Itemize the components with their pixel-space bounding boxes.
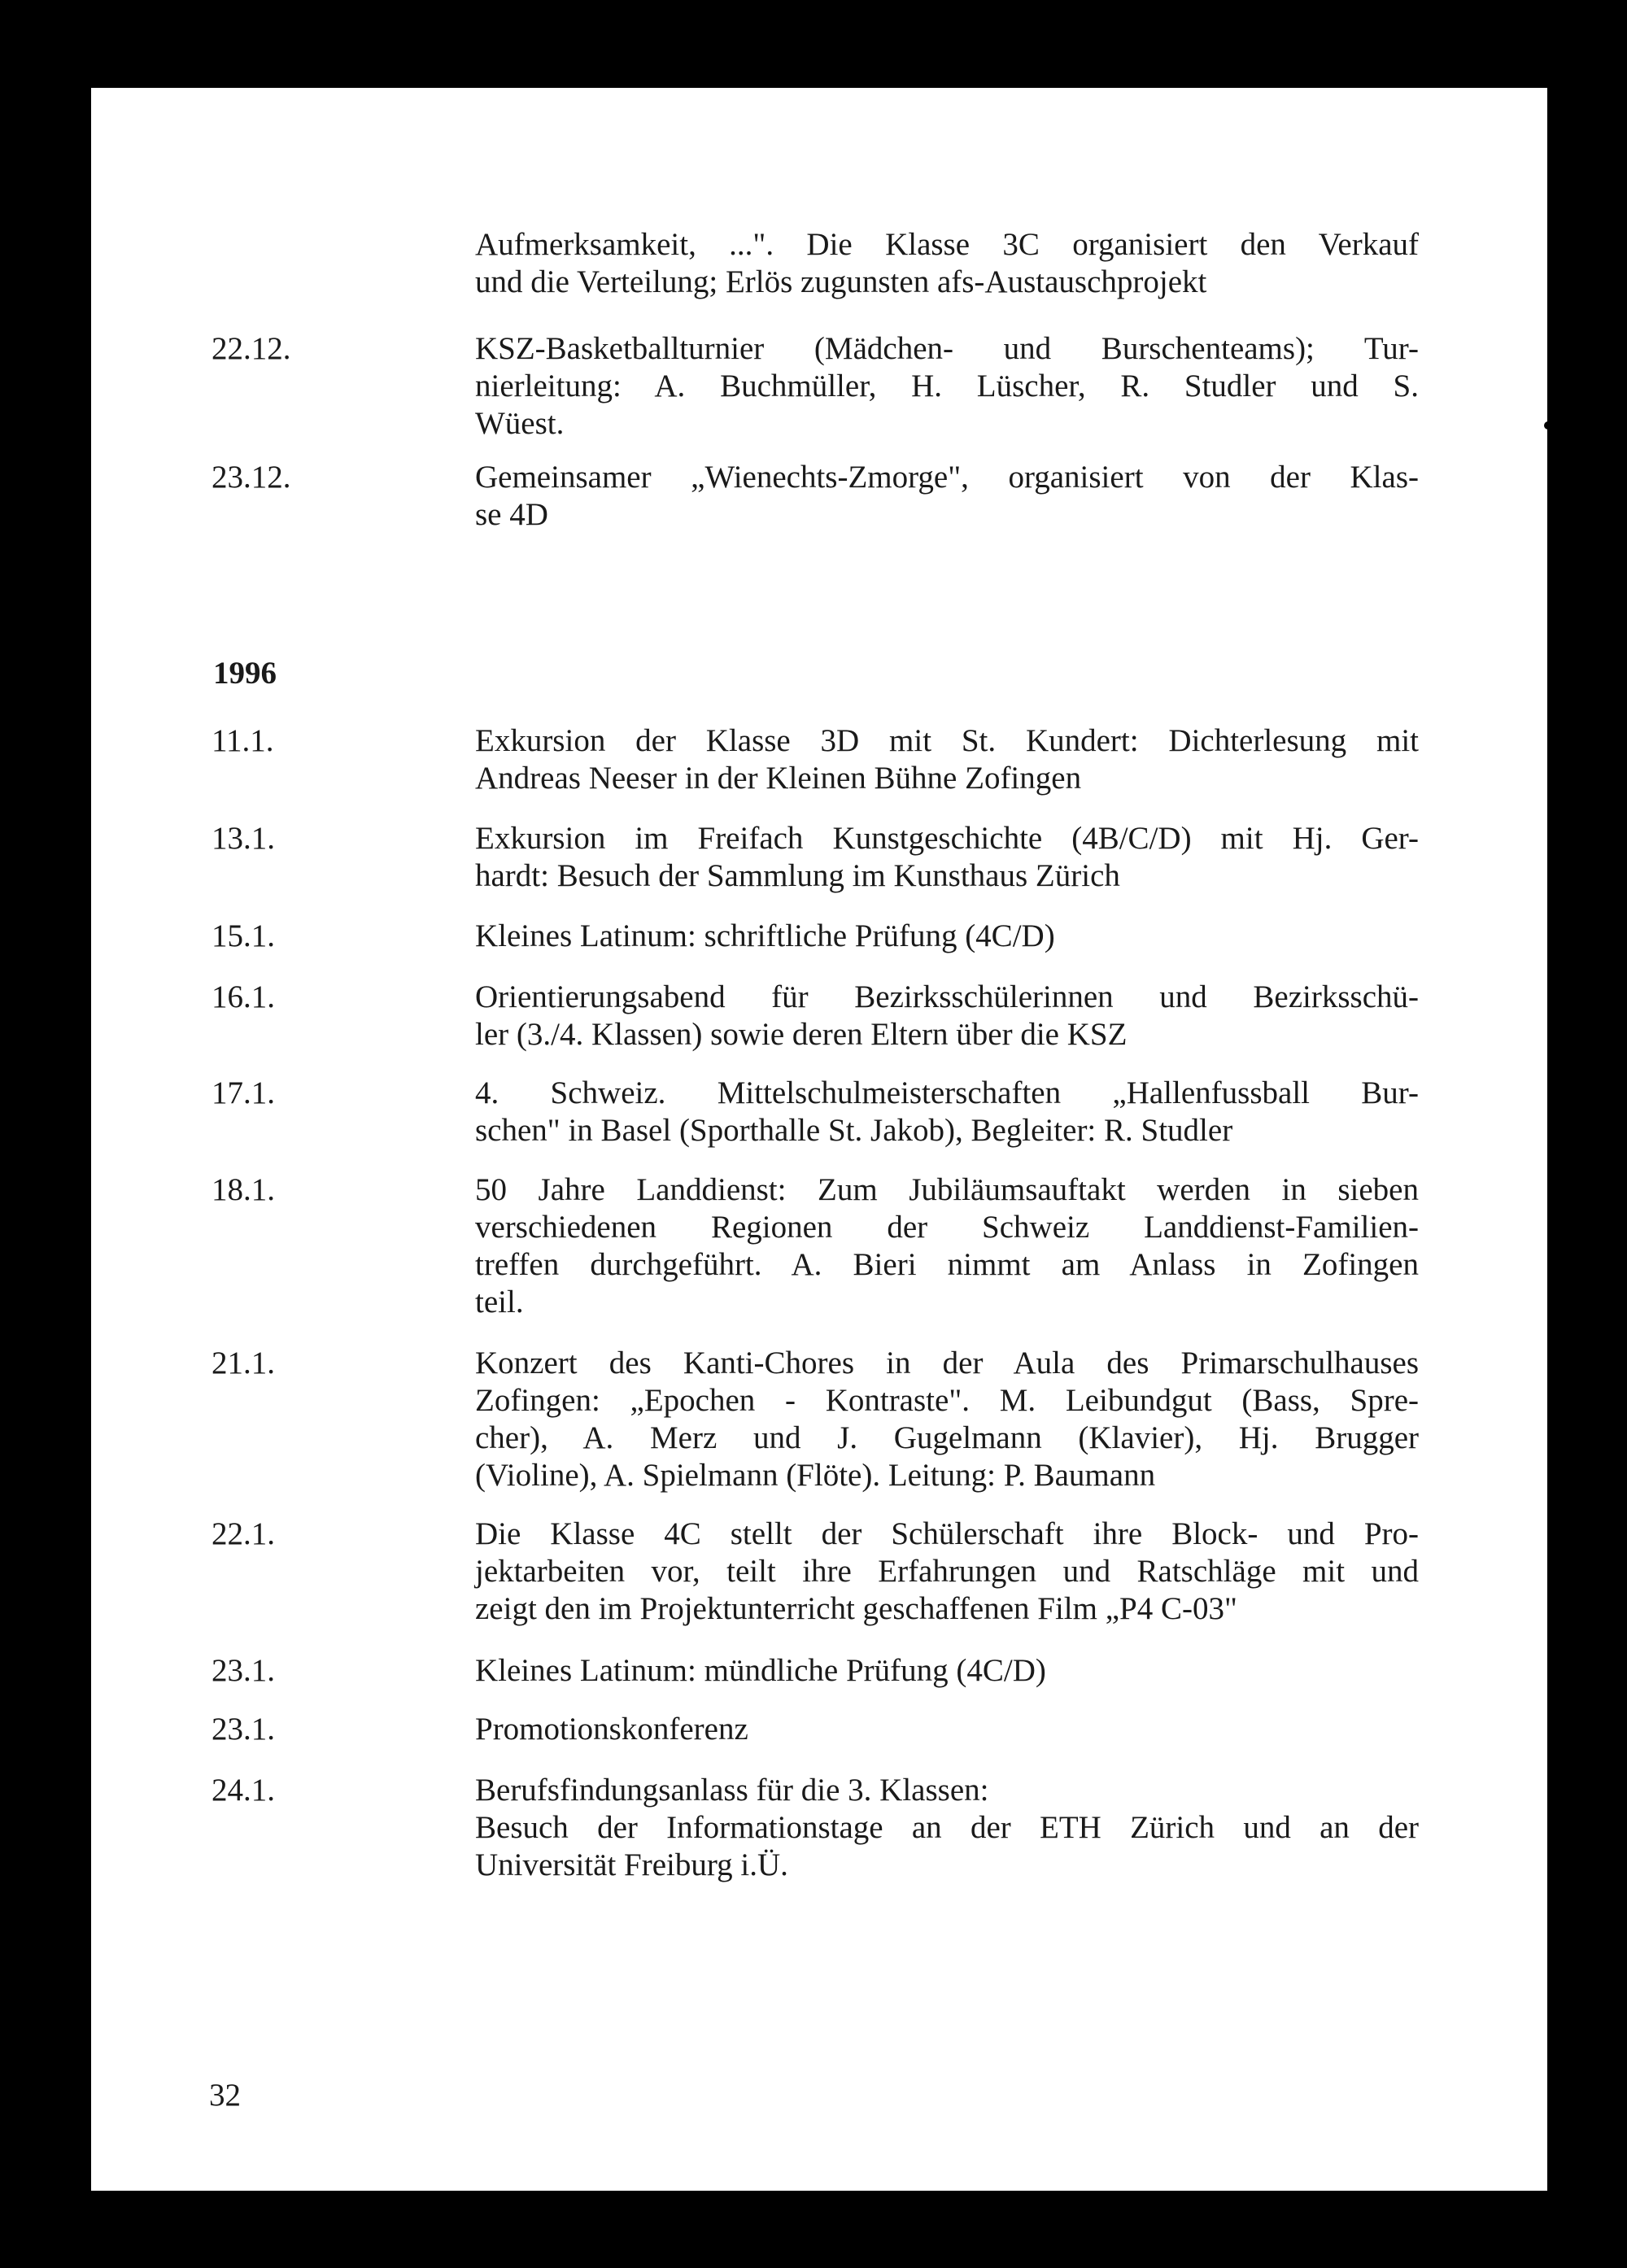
entry-description [475, 979, 1419, 1053]
entry-description [475, 330, 1419, 443]
entry-description [475, 1516, 1419, 1628]
entry-description [475, 1075, 1419, 1149]
text-line: und die Verteilung; Erlös zugunsten afs-Austauschprojekt [475, 264, 1207, 299]
text-line: Besuch der Informationstage an der ETH Zürich und an der [475, 1810, 1419, 1845]
text-line: Zofingen: „Epochen - Kontraste". M. Leibundgut (Bass, Spre- [475, 1383, 1419, 1418]
text-line: Universität Freiburg i.Ü. [475, 1847, 788, 1882]
entry-date: 22.1. [212, 1516, 275, 1551]
text-line: ler (3./4. Klassen) sowie deren Eltern über die KSZ [475, 1017, 1128, 1052]
entry-date: 21.1. [212, 1346, 275, 1380]
text-line: Die Klasse 4C stellt der Schülerschaft ihre Block- und Pro- [475, 1516, 1419, 1551]
text-line: schen" in Basel (Sporthalle St. Jakob), Begleiter: R. Studler [475, 1113, 1233, 1148]
text-line: zeigt den im Projektunterricht geschaffenen Film „P4 C-03" [475, 1591, 1237, 1626]
text-line: Konzert des Kanti-Chores in der Aula des Primarschulhauses [475, 1346, 1419, 1380]
text-line: Aufmerksamkeit, ...". Die Klasse 3C organisiert den Verkauf [475, 227, 1419, 262]
text-line: jektarbeiten vor, teilt ihre Erfahrungen und Ratschläge mit und [475, 1554, 1419, 1589]
entry-date: 17.1. [212, 1075, 275, 1110]
text-line: Exkursion der Klasse 3D mit St. Kundert: Dichterlesung mit [475, 723, 1419, 758]
text-line: hardt: Besuch der Sammlung im Kunsthaus Zürich [475, 858, 1120, 893]
entry-description [475, 1652, 1419, 1690]
text-line: 4. Schweiz. Mittelschulmeisterschaften „Hallenfussball Bur- [475, 1075, 1419, 1110]
entry-description [475, 1772, 1419, 1884]
text-line: Andreas Neeser in der Kleinen Bühne Zofingen [475, 761, 1082, 796]
entry-description [475, 226, 1419, 301]
entry-description [475, 1171, 1419, 1321]
text-line: Berufsfindungsanlass für die 3. Klassen: [475, 1773, 989, 1808]
entry-description [475, 722, 1419, 797]
text-line: Gemeinsamer „Wienechts-Zmorge", organisiert von der Klas- [475, 460, 1419, 495]
scan-mark [1544, 421, 1552, 430]
text-line: nierleitung: A. Buchmüller, H. Lüscher, R. Studler und S. [475, 369, 1419, 403]
entry-description [475, 918, 1419, 955]
entry-date: 24.1. [212, 1773, 275, 1808]
document-page [91, 88, 1547, 2191]
entry-date: 11.1. [212, 723, 274, 758]
text-line: Exkursion im Freifach Kunstgeschichte (4B/C/D) mit Hj. Ger- [475, 821, 1419, 856]
text-line: Promotionskonferenz [475, 1712, 748, 1747]
entry-description [475, 1345, 1419, 1494]
text-line: cher), A. Merz und J. Gugelmann (Klavier), Hj. Brugger [475, 1420, 1419, 1455]
entry-description [475, 820, 1419, 895]
text-line: KSZ-Basketballturnier (Mädchen- und Burschenteams); Tur- [475, 331, 1419, 366]
text-line: teil. [475, 1284, 524, 1319]
entry-date: 23.1. [212, 1712, 275, 1747]
entry-date: 16.1. [212, 979, 275, 1014]
text-line: verschiedenen Regionen der Schweiz Landdienst-Familien- [475, 1210, 1419, 1245]
entry-description [475, 1711, 1419, 1748]
text-line: 50 Jahre Landdienst: Zum Jubiläumsauftakt werden in sieben [475, 1172, 1419, 1207]
text-line: Kleines Latinum: mündliche Prüfung (4C/D) [475, 1653, 1046, 1688]
year-heading: 1996 [213, 656, 277, 691]
entry-date: 15.1. [212, 918, 275, 953]
text-line: Kleines Latinum: schriftliche Prüfung (4C/D) [475, 918, 1055, 953]
text-line: (Violine), A. Spielmann (Flöte). Leitung: P. Baumann [475, 1458, 1156, 1493]
entry-date: 18.1. [212, 1172, 275, 1207]
entry-date: 22.12. [212, 331, 291, 366]
entry-date: 13.1. [212, 821, 275, 856]
text-line: Orientierungsabend für Bezirksschülerinnen und Bezirksschü- [475, 979, 1419, 1014]
text-line: Wüest. [475, 406, 565, 441]
text-line: treffen durchgeführt. A. Bieri nimmt am Anlass in Zofingen [475, 1247, 1419, 1282]
text-line: se 4D [475, 497, 548, 532]
page-number: 32 [209, 2078, 241, 2113]
entry-description [475, 459, 1419, 534]
entry-date: 23.1. [212, 1653, 275, 1688]
entry-date: 23.12. [212, 460, 291, 495]
